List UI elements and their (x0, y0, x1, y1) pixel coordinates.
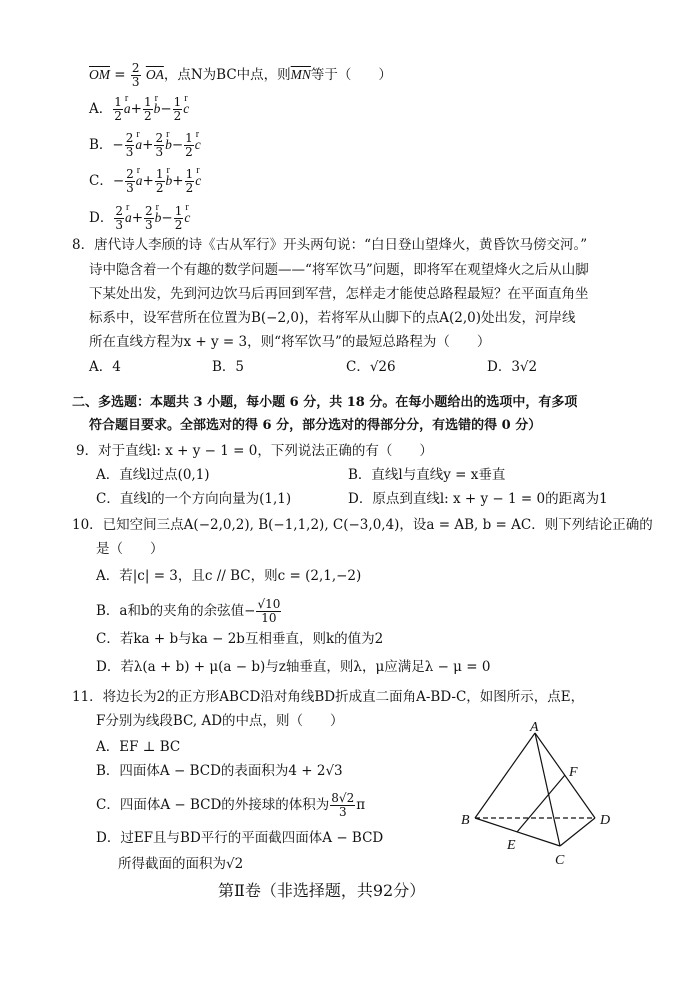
section-2-header-line-2: 符合题目要求。全部选对的得 6 分，部分选对的得部分分，有选错的得 0 分） (89, 418, 542, 433)
q11-option-d-line-1: D．过EF且与BD平行的平面截四面体A − BCD (96, 830, 384, 846)
q9-stem: 9．对于直线l: x + y − 1 = 0，下列说法正确的有（ ） (76, 443, 433, 459)
label-f: F (569, 765, 578, 780)
label-d: D (600, 813, 611, 828)
q11-stem: 11．将边长为2的正方形ABCD沿对角线BD折成直二面角A-BD-C，如图所示，点E， (72, 689, 585, 705)
edge-ab (475, 733, 535, 818)
q8-option-c: C．√26 (346, 359, 396, 375)
q8-line-1: 8．唐代诗人李颀的诗《古从军行》开头两句说：“白日登山望烽火，黄昏饮马傍交河。” (72, 237, 588, 253)
q9-option-c: C．直线l的一个方向向量为(1,1) (96, 491, 292, 507)
q8-line-4: 标系中，设军营所在位置为B(−2,0)，若将军从山脚下的点A(2,0)处出发，河岸线 (89, 310, 576, 326)
vector-oa: $\overline{OA}$ (145, 67, 164, 82)
q8-option-a: A．4 (89, 359, 121, 375)
q9-option-b: B．直线l与直线y = x垂直 (348, 467, 506, 483)
q10-stem-2: 是（ ） (96, 541, 164, 557)
segment-ef (517, 775, 565, 832)
vector-mn: $\overline{MN}$ (290, 67, 311, 82)
q8-line-2: 诗中隐含着一个有趣的数学问题——“将军饮马”问题，即将军在观望烽火之后从山脚 (89, 262, 589, 278)
q11-stem-2: F分别为线段BC, AD的中点，则（ ） (96, 713, 344, 729)
q7-option-a: A． $\frac{1}{2}$ r a+ $\frac{1}{2}$ r b− $\frac{1}{2}$ r c (89, 93, 190, 123)
part-2-title: 第Ⅱ卷（非选择题，共92分） (218, 881, 426, 900)
q9-option-d: D．原点到直线l: x + y − 1 = 0的距离为1 (348, 491, 608, 507)
q10-stem: 10．已知空间三点A(−2,0,2), B(−1,1,2), C(−3,0,4)，设a = AB, b = AC．则下列结论正确的 (72, 517, 653, 533)
q10-option-a: A．若|c| = 3，且c // BC，则c = (2,1,−2) (96, 568, 362, 584)
q10-option-c: C．若ka + b与ka − 2b互相垂直，则k的值为2 (96, 631, 384, 647)
q8-line-3: 下某处出发，先到河边饮马后再回到军营，怎样走才能使总路程最短？在平面直角坐 (89, 286, 589, 302)
q11-option-c: C．四面体A − BCD的外接球的体积为 $\frac{8√2}{3}$ π (96, 791, 366, 819)
q11-option-a: A．EF ⊥ BC (96, 739, 181, 755)
label-c: C (555, 853, 565, 868)
edge-cd (560, 818, 595, 846)
label-b: B (461, 813, 470, 828)
q8-option-d: D．3√2 (487, 359, 538, 375)
q7-option-b: B．− $\frac{2}{3}$ r a+ $\frac{2}{3}$ r b− $\frac{1}{2}$ r c (89, 129, 201, 159)
vector-om: $\overline{OM}$ (89, 67, 110, 82)
q10-option-d: D．若λ(a + b) + μ(a − b)与z轴垂直，则λ，μ应满足λ − μ = 0 (96, 659, 491, 675)
q7-option-c: C．− $\frac{2}{3}$ r a+ $\frac{1}{2}$ r b+ $\frac{1}{2}$ r c (89, 165, 202, 195)
section-2-header-line-1: 二、多选题：本题共 3 小题，每小题 6 分，共 18 分。在每小题给出的选项中，有多项 (72, 395, 578, 410)
q11-option-b: B．四面体A − BCD的表面积为4 + 2√3 (96, 763, 343, 779)
tetrahedron-figure (455, 718, 635, 883)
q7-option-d: D． $\frac{2}{3}$ r a+ $\frac{2}{3}$ r b− $\frac{1}{2}$ r c (89, 202, 191, 232)
q8-option-b: B．5 (212, 359, 245, 375)
label-e: E (507, 838, 516, 853)
q9-option-a: A．直线l过点(0,1) (96, 467, 210, 483)
q8-line-5: 所在直线方程为x + y = 3，则“将军饮马”的最短总路程为（ ） (89, 334, 491, 350)
q10-option-b: B．a和b的夹角的余弦值− $\frac{√10}{10}$ (96, 597, 281, 625)
q11-option-d-line-2: 所得截面的面积为√2 (118, 856, 244, 872)
q7-stem: $\overline{OM}$ = $\frac{2}{3}$ $\overline{OA}$，点N为BC中点，则$\overline{MN}$等于（ ） (89, 61, 392, 89)
label-a: A (530, 720, 539, 735)
